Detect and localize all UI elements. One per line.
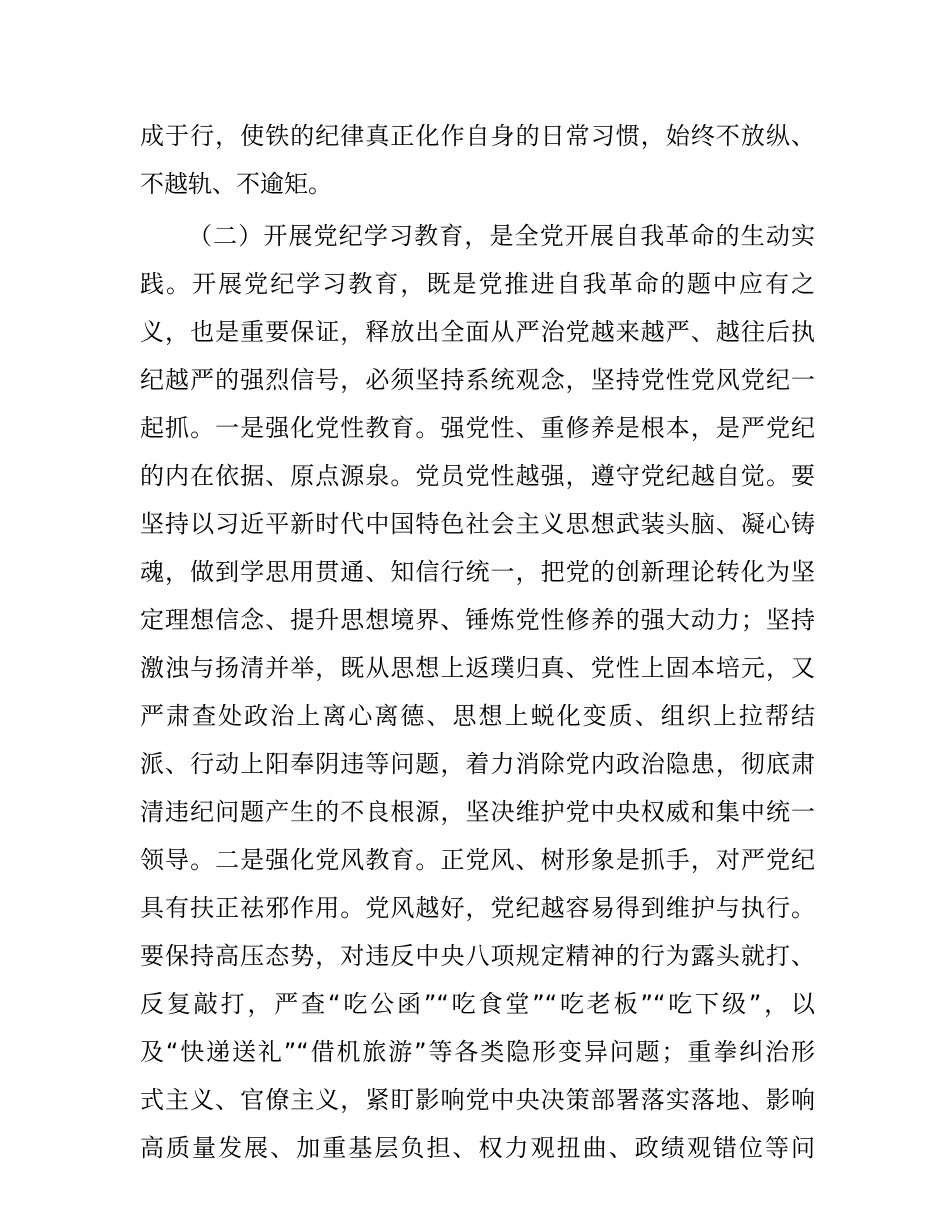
paragraph-line: 反复敲打，严查“吃公函”“吃食堂”“吃老板”“吃下级”，以 (140, 990, 815, 1018)
paragraph-line: 成于行，使铁的纪律真正化作自身的日常习惯，始终不放纵、 (140, 122, 815, 150)
paragraph-line: 领导。二是强化党风教育。正党风、树形象是抓手，对严党纪 (140, 846, 815, 874)
paragraph-line: 要保持高压态势，对违反中央八项规定精神的行为露头就打、 (140, 942, 815, 970)
paragraph-line: 激浊与扬清并举，既从思想上返璞归真、党性上固本培元，又 (140, 654, 815, 682)
paragraph-line: 高质量发展、加重基层负担、权力观扭曲、政绩观错位等问 (140, 1134, 815, 1162)
paragraph-line: 坚持以习近平新时代中国特色社会主义思想武装头脑、凝心铸 (140, 510, 815, 538)
paragraph-line: 及“快递送礼”“借机旅游”等各类隐形变异问题；重拳纠治形 (140, 1038, 815, 1066)
paragraph-line: 的内在依据、原点源泉。党员党性越强，遵守党纪越自觉。要 (140, 462, 815, 490)
paragraph-line: 清违纪问题产生的不良根源，坚决维护党中央权威和集中统一 (140, 798, 815, 826)
paragraph-line: 纪越严的强烈信号，必须坚持系统观念，坚持党性党风党纪一 (140, 366, 815, 394)
paragraph-line: 不越轨、不逾矩。 (140, 170, 332, 198)
paragraph-line: 魂，做到学思用贯通、知信行统一，把党的创新理论转化为坚 (140, 558, 815, 586)
paragraph-line: 践。开展党纪学习教育，既是党推进自我革命的题中应有之 (140, 270, 815, 298)
paragraph-line: 具有扶正祛邪作用。党风越好，党纪越容易得到维护与执行。 (140, 894, 815, 922)
paragraph-line: 义，也是重要保证，释放出全面从严治党越来越严、越往后执 (140, 318, 815, 346)
paragraph-line: 式主义、官僚主义，紧盯影响党中央决策部署落实落地、影响 (140, 1086, 815, 1114)
paragraph-line: （二）开展党纪学习教育，是全党开展自我革命的生动实 (188, 222, 815, 250)
paragraph-line: 派、行动上阳奉阴违等问题，着力消除党内政治隐患，彻底肃 (140, 750, 815, 778)
paragraph-line: 定理想信念、提升思想境界、锤炼党性修养的强大动力；坚持 (140, 606, 815, 634)
paragraph-line: 严肃查处政治上离心离德、思想上蜕化变质、组织上拉帮结 (140, 702, 815, 730)
paragraph-line: 起抓。一是强化党性教育。强党性、重修养是根本，是严党纪 (140, 414, 815, 442)
